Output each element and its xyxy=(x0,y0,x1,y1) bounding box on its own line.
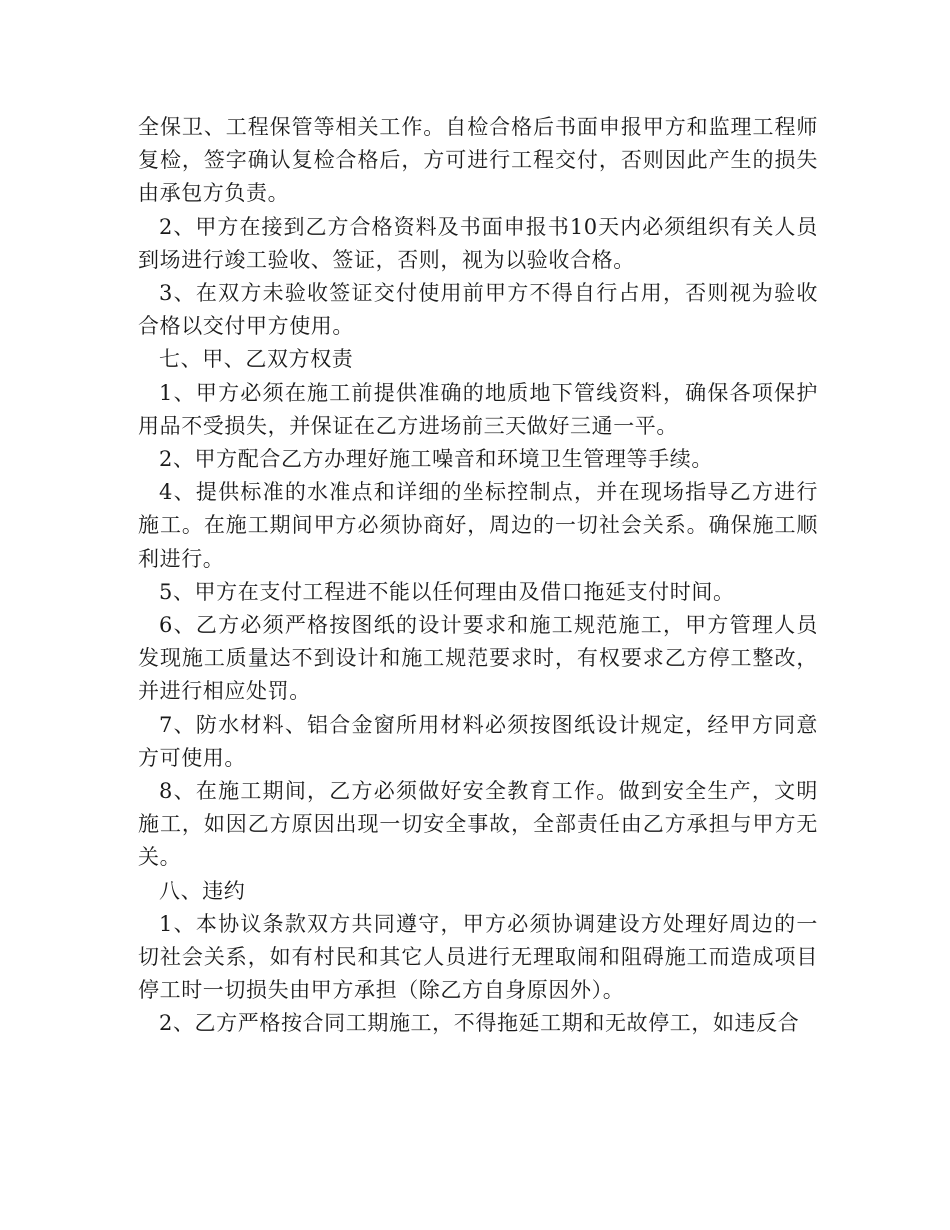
paragraph-10: 7、防水材料、铝合金窗所用材料必须按图纸设计规定，经甲方同意方可使用。 xyxy=(138,712,818,770)
paragraph-13: 1、本协议条款双方共同遵守，甲方必须协调建设方处理好周边的一切社会关系，如有村民和其它人员进行无理取闹和阻碍施工而造成项目停工时一切损失由甲方承担（除乙方自身原因外）。 xyxy=(138,911,818,1003)
paragraph-3: 3、在双方未验收签证交付使用前甲方不得自行占用，否则视为验收合格以交付甲方使用。 xyxy=(138,281,818,339)
paragraph-1: 全保卫、工程保管等相关工作。自检合格后书面申报甲方和监理工程师复检，签字确认复检合格后，方可进行工程交付，否则因此产生的损失由承包方负责。 xyxy=(138,115,818,206)
paragraph-11: 8、在施工期间，乙方必须做好安全教育工作。做到安全生产，文明施工，如因乙方原因出现一切安全事故，全部责任由乙方承担与甲方无关。 xyxy=(138,779,818,870)
section-heading-8: 八、违约 xyxy=(159,878,246,903)
section-heading-7: 七、甲、乙双方权责 xyxy=(159,347,354,372)
paragraph-6: 2、甲方配合乙方办理好施工噪音和环境卫生管理等手续。 xyxy=(159,447,713,472)
paragraph-5: 1、甲方必须在施工前提供准确的地质地下管线资料，确保各项保护用品不受损失，并保证在乙方进场前三天做好三通一平。 xyxy=(138,380,818,438)
paragraph-7: 4、提供标准的水准点和详细的坐标控制点，并在现场指导乙方进行施工。在施工期间甲方必须协商好，周边的一切社会关系。确保施工顺利进行。 xyxy=(138,480,818,571)
paragraph-2: 2、甲方在接到乙方合格资料及书面申报书10天内必须组织有关人员到场进行竣工验收、签证，否则，视为以验收合格。 xyxy=(138,214,818,272)
paragraph-14: 2、乙方严格按合同工期施工，不得拖延工期和无故停工，如违反合 xyxy=(159,1011,800,1036)
document-body xyxy=(138,111,818,1041)
paragraph-8: 5、甲方在支付工程进不能以任何理由及借口拖延支付时间。 xyxy=(159,579,735,604)
paragraph-9: 6、乙方必须严格按图纸的设计要求和施工规范施工，甲方管理人员发现施工质量达不到设计和施工规范要求时，有权要求乙方停工整改，并进行相应处罚。 xyxy=(138,613,818,704)
